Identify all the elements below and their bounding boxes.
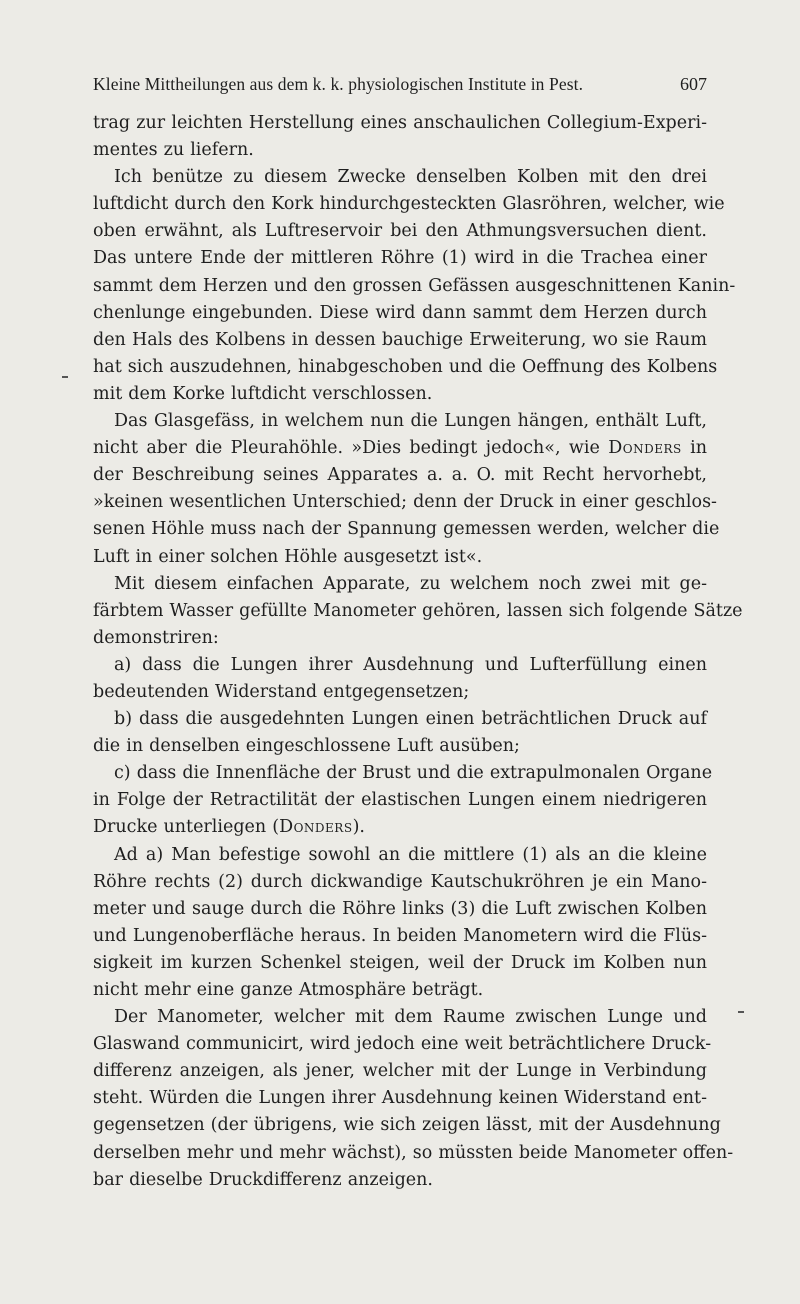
text-line: nicht aber die Pleurahöhle. »Dies bedingt jedoch«, wie Donders in: [93, 438, 707, 459]
text-line: »keinen wesentlichen Unterschied; denn der Druck in einer geschlos-: [93, 492, 717, 513]
text-line: Glaswand communicirt, wird jedoch eine weit beträchtlichere Druck-: [93, 1034, 712, 1055]
margin-mark: [738, 1011, 744, 1013]
text-line: Drucke unterliegen (Donders).: [93, 817, 365, 838]
text-line: luftdicht durch den Kork hindurchgesteckten Glasröhren, welcher, wie: [93, 194, 725, 215]
text-line: demonstriren:: [93, 627, 219, 648]
text-line: Das untere Ende der mittleren Röhre (1) wird in die Trachea einer: [93, 248, 707, 269]
text-line: mentes zu liefern.: [93, 140, 254, 161]
text-line: mit dem Korke luftdicht verschlossen.: [93, 383, 433, 404]
text-line: steht. Würden die Lungen ihrer Ausdehnung keinen Widerstand ent-: [93, 1088, 707, 1109]
text-line: Ich benütze zu diesem Zwecke denselben Kolben mit den drei: [114, 167, 707, 188]
text-line: färbtem Wasser gefüllte Manometer gehören, lassen sich folgende Sätze: [93, 600, 743, 621]
text-line: trag zur leichten Herstellung eines anschaulichen Collegium-Experi-: [93, 113, 707, 133]
author-name: Donders: [279, 817, 353, 838]
text-line: nicht mehr eine ganze Atmosphäre beträgt.: [93, 980, 484, 1000]
text-line: der Beschreibung seines Apparates a. a. O. mit Recht hervorhebt,: [93, 465, 707, 486]
page-number: 607: [680, 74, 707, 94]
text-line: sigkeit im kurzen Schenkel steigen, weil der Druck im Kolben nun: [93, 952, 707, 973]
running-head: Kleine Mittheilungen aus dem k. k. physiologischen Institute in Pest.: [93, 74, 584, 94]
text-line: Luft in einer solchen Höhle ausgesetzt ist«.: [93, 546, 483, 567]
text-line: c) dass die Innenfläche der Brust und die extrapulmonalen Organe: [114, 763, 713, 784]
text-line: Röhre rechts (2) durch dickwandige Kautschukröhren je ein Mano-: [93, 871, 707, 892]
text-line: meter und sauge durch die Röhre links (3) die Luft zwischen Kolben: [93, 898, 707, 919]
text-line: a) dass die Lungen ihrer Ausdehnung und Lufterfüllung einen: [114, 654, 707, 675]
text-line: bedeutenden Widerstand entgegensetzen;: [93, 681, 470, 702]
author-name: Donders: [608, 438, 682, 459]
text-line: b) dass die ausgedehnten Lungen einen beträchtlichen Druck auf: [114, 709, 707, 730]
text-line: chenlunge eingebunden. Diese wird dann sammt dem Herzen durch: [93, 302, 707, 323]
text-line: sammt dem Herzen und den grossen Gefässen ausgeschnittenen Kanin-: [93, 275, 736, 296]
text-line: Mit diesem einfachen Apparate, zu welchem noch zwei mit ge-: [114, 573, 707, 594]
text-line: die in denselben eingeschlossene Luft ausüben;: [93, 736, 520, 757]
text-line: Das Glasgefäss, in welchem nun die Lungen hängen, enthält Luft,: [114, 411, 707, 432]
page-header: [0, 74, 800, 98]
text-line: hat sich auszudehnen, hinabgeschoben und die Oeffnung des Kolbens: [93, 356, 718, 377]
text-line: oben erwähnt, als Luftreservoir bei den Athmungsversuchen dient.: [93, 221, 707, 242]
text-line: senen Höhle muss nach der Spannung gemessen werden, welcher die: [93, 519, 720, 540]
body-text: [93, 110, 743, 1194]
text-line: bar dieselbe Druckdifferenz anzeigen.: [93, 1169, 433, 1190]
text-line: den Hals des Kolbens in dessen bauchige Erweiterung, wo sie Raum: [93, 329, 707, 350]
text-line: gegensetzen (der übrigens, wie sich zeigen lässt, mit der Ausdehnung: [93, 1115, 721, 1136]
text-line: derselben mehr und mehr wächst), so müssten beide Manometer offen-: [93, 1142, 734, 1163]
text-line: in Folge der Retractilität der elastischen Lungen einem niedrigeren: [93, 790, 707, 811]
text-line: Der Manometer, welcher mit dem Raume zwischen Lunge und: [114, 1007, 707, 1028]
text-line: differenz anzeigen, als jener, welcher mit der Lunge in Verbindung: [93, 1061, 707, 1082]
text-line: und Lungenoberfläche heraus. In beiden Manometern wird die Flüs-: [93, 925, 707, 946]
margin-mark: [62, 376, 68, 378]
text-line: Ad a) Man befestige sowohl an die mittlere (1) als an die kleine: [114, 844, 707, 865]
